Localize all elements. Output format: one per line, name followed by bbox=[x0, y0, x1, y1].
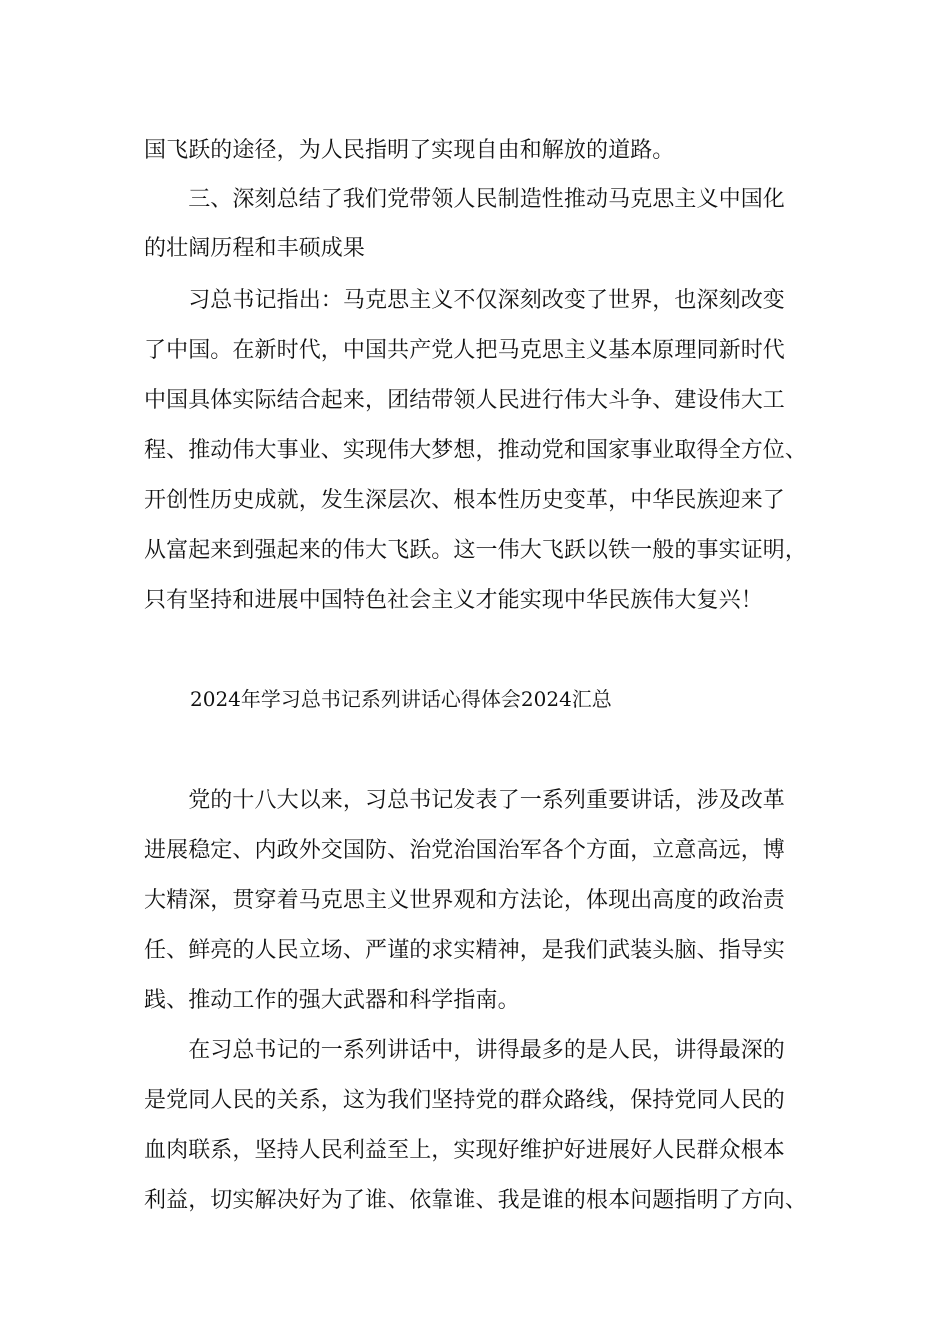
body-text-line: 在习总书记的一系列讲话中，讲得最多的是人民，讲得最深的 bbox=[144, 1038, 785, 1063]
body-text-line: 中国具体实际结合起来，团结带领人民进行伟大斗争、建设伟大工 bbox=[144, 388, 785, 413]
body-text-line: 习总书记指出：马克思主义不仅深刻改变了世界，也深刻改变 bbox=[144, 288, 785, 313]
body-text-line: 是党同人民的关系，这为我们坚持党的群众路线，保持党同人民的 bbox=[144, 1088, 785, 1113]
body-text-line: 践、推动工作的强大武器和科学指南。 bbox=[144, 988, 520, 1013]
body-text-line: 利益，切实解决好为了谁、依靠谁、我是谁的根本问题指明了方向、 bbox=[144, 1188, 808, 1213]
body-text-line: 进展稳定、内政外交国防、治党治国治军各个方面，立意高远，博 bbox=[144, 838, 785, 863]
body-text-line: 了中国。在新时代，中国共产党人把马克思主义基本原理同新时代 bbox=[144, 338, 785, 363]
document-title: 2024年学习总书记系列讲话心得体会2024汇总 bbox=[190, 687, 612, 711]
body-text-line: 任、鲜亮的人民立场、严谨的求实精神，是我们武装头脑、指导实 bbox=[144, 938, 785, 963]
body-text-line: 大精深，贯穿着马克思主义世界观和方法论，体现出高度的政治责 bbox=[144, 888, 785, 913]
body-text-line: 国飞跃的途径，为人民指明了实现自由和解放的道路。 bbox=[144, 138, 675, 163]
body-text-line: 党的十八大以来，习总书记发表了一系列重要讲话，涉及改革 bbox=[144, 788, 785, 813]
section-heading-line: 的壮阔历程和丰硕成果 bbox=[144, 236, 366, 261]
body-text-line: 开创性历史成就，发生深层次、根本性历史变革，中华民族迎来了 bbox=[144, 488, 785, 513]
body-text-line: 血肉联系，坚持人民利益至上，实现好维护好进展好人民群众根本 bbox=[144, 1138, 785, 1163]
body-text-line: 从富起来到强起来的伟大飞跃。这一伟大飞跃以铁一般的事实证明， bbox=[144, 538, 808, 563]
body-text-line: 程、推动伟大事业、实现伟大梦想，推动党和国家事业取得全方位、 bbox=[144, 438, 808, 463]
section-heading-line: 三、深刻总结了我们党带领人民制造性推动马克思主义中国化 bbox=[144, 187, 785, 212]
body-text-line: 只有坚持和进展中国特色社会主义才能实现中华民族伟大复兴！ bbox=[144, 588, 763, 613]
